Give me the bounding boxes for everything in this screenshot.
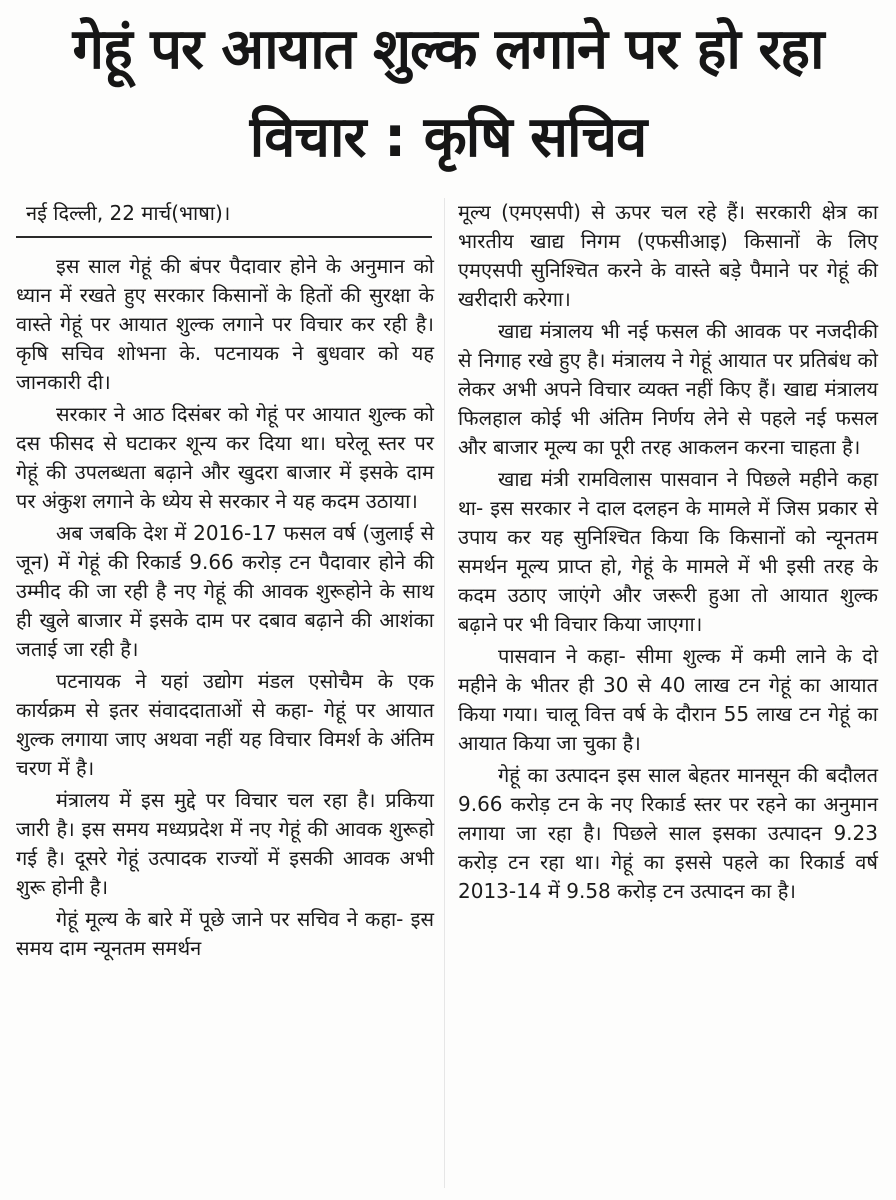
paragraph: अब जबकि देश में 2016-17 फसल वर्ष (जुलाई से जून) में गेहूं की रिकार्ड 9.66 करोड़ टन पैदावार होने की उम्मीद की जा रही है नए गेहूं की आवक शुरूहोने के साथ ही खुले बाजार में इसके दाम पर दबाव बढ़ाने की आशंका जताई जा रही है। — [16, 521, 434, 661]
headline: गेहूं पर आयात शुल्क लगाने पर हो रहा विचार : कृषि सचिव — [72, 17, 824, 170]
dateline-rule — [16, 236, 432, 238]
paragraph-continued: मूल्य (एमएसपी) से ऊपर चल रहे हैं। सरकारी क्षेत्र का भारतीय खाद्य निगम (एफसीआइ) किसानों के लिए एमएसपी सुनिश्चित करने के वास्ते बड़े पैमाने पर गेहूं की खरीदारी करेगा। — [458, 200, 878, 311]
paragraph: गेहूं मूल्य के बारे में पूछे जाने पर सचिव ने कहा- इस समय दाम न्यूनतम समर्थन — [16, 907, 434, 960]
article-column-left — [16, 198, 434, 966]
paragraph: गेहूं का उत्पादन इस साल बेहतर मानसून की बदौलत 9.66 करोड़ टन के नए रिकार्ड स्तर पर रहने का अनुमान लगाया जा रहा है। पिछले साल इसका उत्पादन 9.23 करोड़ टन रहा था। गेहूं का इससे पहले का रिकार्ड वर्ष 2013-14 में 9.58 करोड़ टन उत्पादन का है। — [458, 763, 878, 903]
paragraph: सरकार ने आठ दिसंबर को गेहूं पर आयात शुल्क को दस फीसद से घटाकर शून्य कर दिया था। घरेलू स्तर पर गेहूं की उपलब्धता बढ़ाने और खुदरा बाजार में इसके दाम पर अंकुश लगाने के ध्येय से सरकार ने यह कदम उठाया। — [16, 402, 434, 513]
paragraph: पटनायक ने यहां उद्योग मंडल एसोचैम के एक कार्यक्रम से इतर संवाददाताओं से कहा- गेहूं पर आयात शुल्क लगाया जाए अथवा नहीं यह विचार विमर्श के अंतिम चरण में है। — [16, 669, 434, 780]
column-gutter — [444, 198, 445, 1188]
article-column-right — [458, 198, 878, 909]
paragraph: मंत्रालय में इस मुद्दे पर विचार चल रहा है। प्रकिया जारी है। इस समय मध्यप्रदेश में नए गेहूं की आवक शुरूहो गई है। दूसरे गेहूं उत्पादक राज्यों में इसकी आवक अभी शुरू होनी है। — [16, 788, 434, 899]
paragraph: इस साल गेहूं की बंपर पैदावार होने के अनुमान को ध्यान में रखते हुए सरकार किसानों के हितों की सुरक्षा के वास्ते गेहूं पर आयात शुल्क लगाने पर विचार कर रही है। कृषि सचिव शोभना के. पटनायक ने बुधवार को यह जानकारी दी। — [16, 254, 434, 394]
paragraph: पासवान ने कहा- सीमा शुल्क में कमी लाने के दो महीने के भीतर ही 30 से 40 लाख टन गेहूं का आयात किया गया। चालू वित्त वर्ष के दौरान 55 लाख टन गेहूं का आयात किया जा चुका है। — [458, 644, 878, 755]
dateline: नई दिल्ली, 22 मार्च(भाषा)। — [26, 201, 231, 225]
paragraph: खाद्य मंत्री रामविलास पासवान ने पिछले महीने कहा था- इस सरकार ने दाल दलहन के मामले में जिस प्रकार से उपाय कर यह सुनिश्चित किया कि किसानों को न्यूनतम समर्थन मूल्य प्राप्त हो, गेहूं के मामले में भी इसी तरह के कदम उठाए जाएंगे और जरूरी हुआ तो आयात शुल्क बढ़ाने पर भी विचार किया जाएगा। — [458, 467, 878, 636]
paragraph: खाद्य मंत्रालय भी नई फसल की आवक पर नजदीकी से निगाह रखे हुए है। मंत्रालय ने गेहूं आयात पर प्रतिबंध को लेकर अभी अपने विचार व्यक्त नहीं किए हैं। खाद्य मंत्रालय फिलहाल कोई भी अंतिम निर्णय लेने से पहले नई फसल और बाजार मूल्य का पूरी तरह आकलन करना चाहता है। — [458, 319, 878, 459]
